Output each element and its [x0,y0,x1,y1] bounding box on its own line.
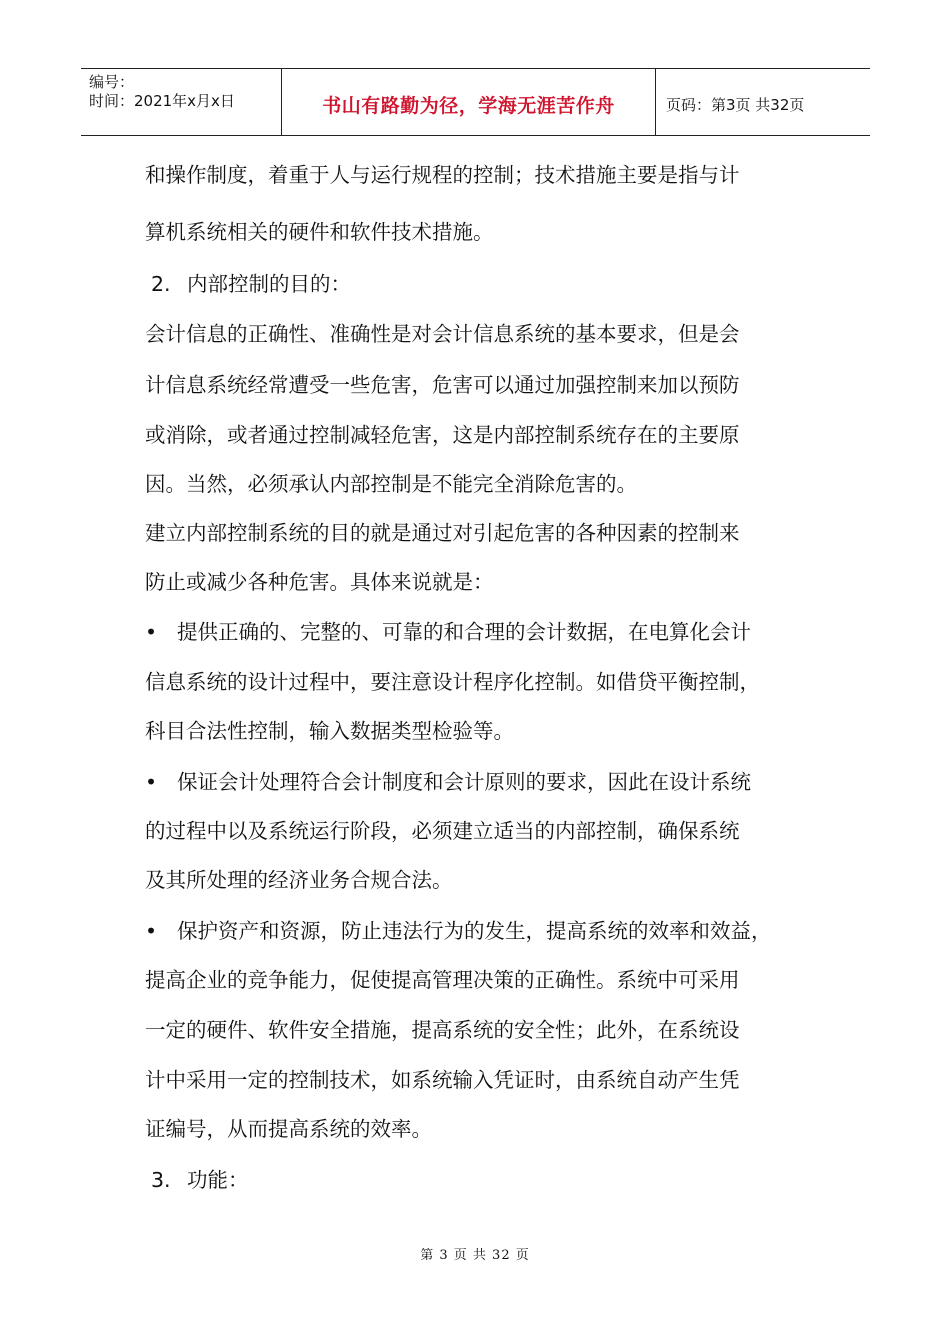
paragraph-line: 因。当然，必须承认内部控制是不能完全消除危害的。 [145,472,637,496]
bullet-item [145,916,772,946]
section-heading-3 [145,1165,249,1195]
paragraph-line: 证编号，从而提高系统的效率。 [145,1117,432,1141]
bullet-item [145,767,751,797]
bullet-text: 保护资产和资源，防止违法行为的发生，提高系统的效率和效益， [177,919,772,943]
bullet-icon: • [145,770,158,794]
paragraph-line: 算机系统相关的硬件和软件技术措施。 [145,220,494,244]
paragraph-line: 计信息系统经常遭受一些危害，危害可以通过加强控制来加以预防 [145,373,740,397]
document-time-label: 时间：2021年x月x日 [89,92,235,110]
page-footer: 第 3 页 共 32 页 [420,1248,530,1263]
paragraph-line: 会计信息的正确性、准确性是对会计信息系统的基本要求，但是会 [145,322,740,346]
paragraph-line: 和操作制度，着重于人与运行规程的控制；技术措施主要是指与计 [145,163,740,187]
paragraph-line: 一定的硬件、软件安全措施，提高系统的安全性；此外，在系统设 [145,1018,740,1042]
section-heading-2 [145,269,351,299]
header-meta-cell [81,69,282,135]
paragraph-line: 及其所处理的经济业务合规合法。 [145,868,453,892]
section-title: 内部控制的目的： [187,272,351,296]
paragraph-line: 提高企业的竞争能力，促使提高管理决策的正确性。系统中可采用 [145,968,740,992]
paragraph-line: 建立内部控制系统的目的就是通过对引起危害的各种因素的控制来 [145,521,740,545]
paragraph-line: 或消除，或者通过控制减轻危害，这是内部控制系统存在的主要原 [145,423,740,447]
header-motto-cell [282,69,656,135]
paragraph-line: 防止或减少各种危害。具体来说就是： [145,570,494,594]
section-number: 2. [151,272,171,296]
bullet-icon: • [145,620,158,644]
document-number-label: 编号： [89,73,135,91]
page-info: 页码：第3页 共32页 [666,95,805,114]
header-table [81,68,870,136]
paragraph-line: 科目合法性控制，输入数据类型检验等。 [145,719,514,743]
motto-text: 书山有路勤为径，学海无涯苦作舟 [322,94,615,117]
section-number: 3. [151,1168,171,1192]
header-page-cell [656,69,870,135]
section-title: 功能： [187,1168,249,1192]
bullet-text: 保证会计处理符合会计制度和会计原则的要求，因此在设计系统 [177,770,751,794]
paragraph-line: 的过程中以及系统运行阶段，必须建立适当的内部控制，确保系统 [145,819,740,843]
paragraph-line: 计中采用一定的控制技术，如系统输入凭证时，由系统自动产生凭 [145,1068,740,1092]
bullet-icon: • [145,919,158,943]
paragraph-line: 信息系统的设计过程中，要注意设计程序化控制。如借贷平衡控制， [145,670,760,694]
bullet-text: 提供正确的、完整的、可靠的和合理的会计数据，在电算化会计 [177,620,751,644]
bullet-item [145,617,751,647]
